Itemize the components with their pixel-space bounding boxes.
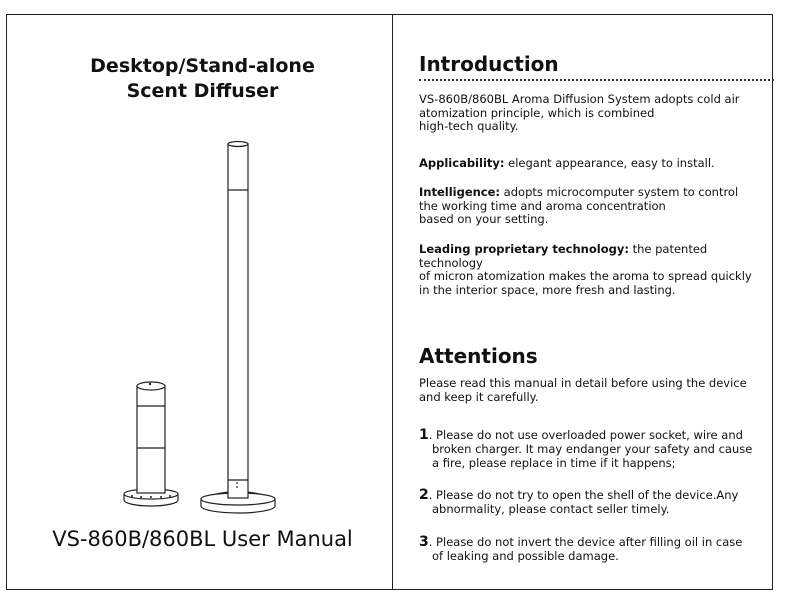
- tall-diffuser-column: [228, 144, 248, 498]
- item-text: a fire, please replace in time if it happens;: [432, 456, 676, 470]
- item-text: abnormality, please contact seller timely.: [432, 502, 670, 516]
- leading-label: Leading proprietary technology:: [419, 242, 629, 256]
- small-diffuser-column: [137, 386, 165, 493]
- item-number: 1: [419, 427, 429, 443]
- introduction-heading: Introduction: [419, 52, 559, 76]
- item-text: of leaking and possible damage.: [432, 549, 619, 563]
- attention-item-3: [419, 535, 764, 563]
- diffuser-illustration: [0, 0, 392, 603]
- item-text: . Please do not invert the device after filling oil in case: [428, 535, 743, 549]
- item-text: broken charger. It may endanger your safety and cause: [432, 442, 753, 456]
- leading-text: the patented technology: [419, 242, 708, 270]
- attentions-lead: [419, 377, 764, 404]
- intro-line: atomization principle, which is combined: [419, 105, 655, 120]
- applicability-paragraph: [419, 157, 764, 171]
- attention-item-1: [419, 428, 764, 470]
- intelligence-line: the working time and aroma concentration: [419, 198, 666, 213]
- leading-line: of micron atomization makes the aroma to spread quickly: [419, 269, 752, 283]
- leading-line: in the interior space, more fresh and lasting.: [419, 282, 676, 297]
- applicability-label: Applicability:: [419, 156, 505, 170]
- intelligence-label: Intelligence:: [419, 185, 501, 199]
- attention-item-2: [419, 488, 764, 516]
- heading-dotted-rule: [419, 79, 774, 81]
- item-text: . Please do not try to open the shell of the device.Any: [428, 488, 739, 502]
- intelligence-text: adopts microcomputer system to control: [500, 185, 739, 199]
- title-line-2: Scent Diffuser: [126, 80, 279, 102]
- intelligence-line: based on your setting.: [419, 212, 549, 226]
- title-line-1: Desktop/Stand-alone: [90, 55, 315, 77]
- leading-technology-paragraph: [419, 243, 764, 297]
- intro-line: VS-860B/860BL Aroma Diffusion System adopts cold air: [419, 92, 740, 106]
- item-text: . Please do not use overloaded power socket, wire and: [428, 428, 743, 442]
- attentions-lead-line: Please read this manual in detail before using the device: [419, 376, 747, 390]
- intro-line: high-tech quality.: [419, 119, 519, 133]
- page-divider: [392, 14, 393, 590]
- intelligence-paragraph: [419, 186, 764, 227]
- manual-title: VS-860B/860BL User Manual: [52, 527, 353, 551]
- attentions-heading: Attentions: [419, 344, 538, 368]
- introduction-paragraph: [419, 93, 764, 134]
- applicability-text: elegant appearance, easy to install.: [504, 156, 715, 170]
- attentions-lead-line: and keep it carefully.: [419, 389, 539, 404]
- item-number: 3: [419, 534, 429, 550]
- item-number: 2: [419, 487, 429, 503]
